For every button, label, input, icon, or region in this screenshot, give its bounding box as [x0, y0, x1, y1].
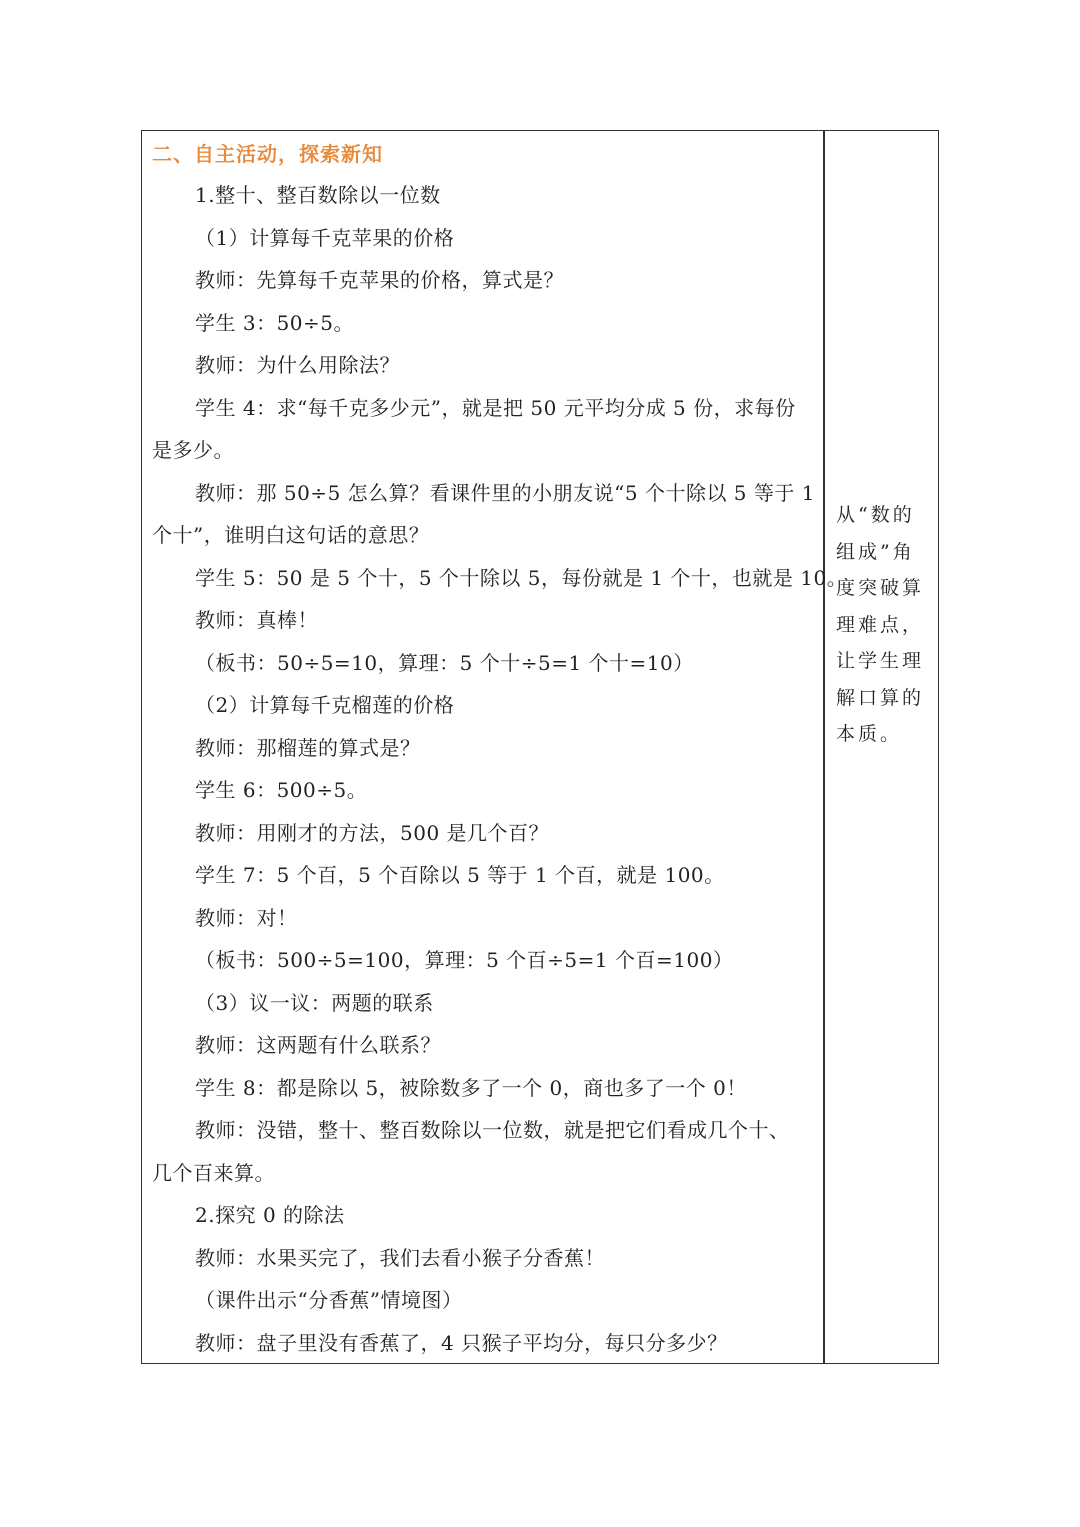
lesson-line: 教师：没错，整十、整百数除以一位数，就是把它们看成几个十、	[195, 1118, 790, 1142]
lesson-line: 学生 5：50 是 5 个十，5 个十除以 5，每份就是 1 个十，也就是 10。	[195, 565, 848, 590]
lesson-line: 教师：水果买完了，我们去看小猴子分香蕉！	[195, 1245, 605, 1270]
lesson-line: 是多少。	[152, 438, 234, 462]
lesson-line: 学生 7：5 个百，5 个百除以 5 等于 1 个百，就是 100。	[195, 863, 725, 887]
lesson-line: 1.整十、整百数除以一位数	[195, 183, 441, 207]
lesson-line: 个十”，谁明白这句话的意思？	[152, 523, 430, 547]
lesson-line: 几个百来算。	[152, 1160, 275, 1185]
lesson-line: （课件出示“分香蕉”情境图）	[195, 1288, 463, 1312]
lesson-line: 教师：先算每千克苹果的价格，算式是？	[195, 268, 564, 292]
lesson-line: 教师：这两题有什么联系？	[195, 1033, 441, 1057]
column-divider	[823, 130, 825, 1364]
design-note: 从“数的组成”角度突破算理难点，让学生理解口算的本质。	[836, 504, 925, 745]
lesson-line: 学生 6：500÷5。	[195, 778, 368, 802]
lesson-line: （板书：50÷5=10，算理：5 个十÷5=1 个十=10）	[195, 650, 694, 675]
lesson-line: （3）议一议：两题的联系	[195, 990, 434, 1015]
lesson-line: （2）计算每千克榴莲的价格	[195, 693, 455, 717]
lesson-line: 教师：那 50÷5 怎么算？看课件里的小朋友说“5 个十除以 5 等于 1	[195, 480, 815, 505]
lesson-line: 学生 3：50÷5。	[195, 310, 355, 335]
lesson-line: 学生 8：都是除以 5，被除数多了一个 0，商也多了一个 0！	[195, 1075, 747, 1100]
lesson-line: 教师：那榴莲的算式是？	[195, 735, 421, 760]
lesson-lines	[152, 174, 848, 1364]
lesson-line: 教师：真棒！	[195, 608, 318, 632]
section-heading: 二、自主活动，探索新知	[152, 142, 383, 166]
lesson-line: 教师：盘子里没有香蕉了，4 只猴子平均分，每只分多少？	[195, 1330, 728, 1355]
lesson-line: 2.探究 0 的除法	[195, 1203, 345, 1227]
lesson-line: 学生 4：求“每千克多少元”，就是把 50 元平均分成 5 份，求每份	[195, 395, 796, 420]
lesson-line: （1）计算每千克苹果的价格	[195, 225, 455, 250]
lesson-line: （板书：500÷5=100，算理：5 个百÷5=1 个百=100）	[195, 948, 734, 972]
lesson-line: 教师：为什么用除法？	[195, 353, 400, 377]
lesson-line: 教师：用刚才的方法，500 是几个百？	[195, 820, 550, 845]
lesson-content	[152, 134, 848, 1364]
lesson-line: 教师：对！	[195, 905, 298, 930]
